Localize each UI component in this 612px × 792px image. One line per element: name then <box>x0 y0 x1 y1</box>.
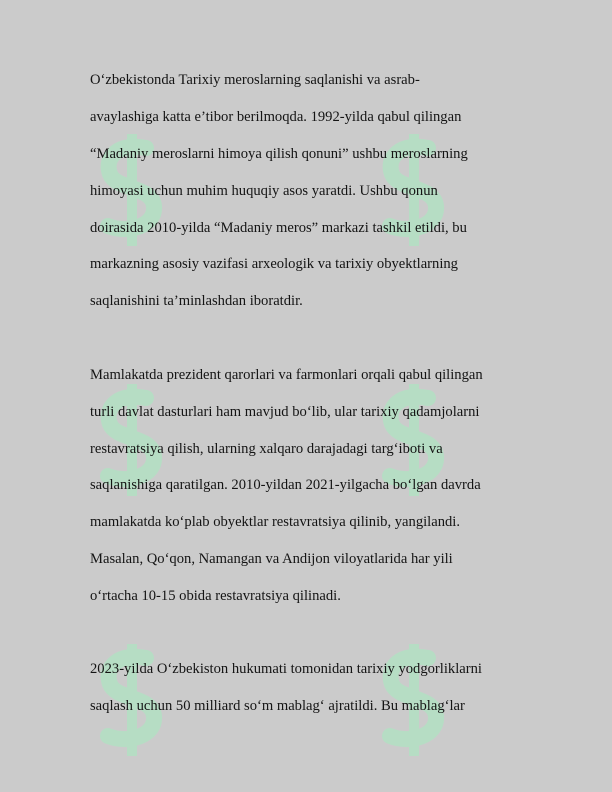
paragraph-line: “Madaniy meroslarni himoya qilish qonuni” ushbu meroslarning <box>90 145 468 162</box>
paragraph-line: saqlanishiga qaratilgan. 2010-yildan 2021-yilgacha bo‘lgan davrda <box>90 477 481 494</box>
paragraph-line: doirasida 2010-yilda “Madaniy meros” markazi tashkil etildi, bu <box>90 219 467 236</box>
paragraph-line: markazning asosiy vazifasi arxeologik va tarixiy obyektlarning <box>90 256 458 273</box>
paragraph-line: Mamlakatda prezident qarorlari va farmonlari orqali qabul qilingan <box>90 366 483 383</box>
paragraph-line: o‘rtacha 10-15 obida restavratsiya qilinadi. <box>90 588 341 605</box>
paragraph-line: restavratsiya qilish, ularning xalqaro darajadagi targ‘iboti va <box>90 440 443 457</box>
paragraph-line: saqlash uchun 50 milliard so‘m mablag‘ ajratildi. Bu mablag‘lar <box>90 698 465 715</box>
paragraph-line: saqlanishini ta’minlashdan iboratdir. <box>90 293 303 310</box>
paragraph-line: Masalan, Qo‘qon, Namangan va Andijon viloyatlarida har yili <box>90 551 453 568</box>
paragraph-line: O‘zbekistonda Tarixiy meroslarning saqlanishi va asrab- <box>90 72 420 88</box>
paragraph-1 <box>90 62 535 320</box>
paragraph-line: mamlakatda ko‘plab obyektlar restavratsiya qilinib, yangilandi. <box>90 514 461 531</box>
paragraph-line: avaylashiga katta e’tibor berilmoqda. 1992-yilda qabul qilingan <box>90 108 462 125</box>
paragraph-line: turli davlat dasturlari ham mavjud bo‘lib, ular tarixiy qadamjolarni <box>90 403 480 420</box>
paragraph-line: 2023-yilda O‘zbekiston hukumati tomonidan tarixiy yodgorliklarni <box>90 661 482 678</box>
paragraph-line: himoyasi uchun muhim huquqiy asos yaratdi. Ushbu qonun <box>90 182 438 199</box>
document-body <box>90 62 535 725</box>
paragraph-3 <box>90 651 535 725</box>
paragraph-2 <box>90 357 535 615</box>
